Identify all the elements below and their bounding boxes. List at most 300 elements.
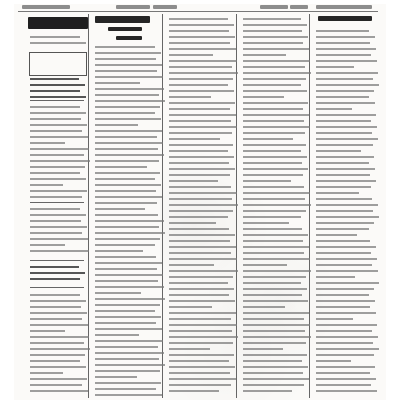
column-5-text-line [316,114,376,116]
column-1-text-line [30,390,88,392]
column-3-text-line [169,318,231,320]
column-5-text-line [316,156,374,158]
column-3-text-line [169,90,234,92]
column-3-text-line [169,390,219,392]
column-4-text-line [243,18,301,20]
column-4-text-line [243,264,287,266]
column-2-text-line [95,286,164,288]
column-2-text-line [95,304,160,306]
column-2-text-line [95,142,163,144]
column-1-text-line [30,160,90,162]
column-5-text-line [316,72,378,74]
column-3-text-line [169,342,233,344]
column-2-text-line [95,292,141,294]
column-3-text-line [169,306,212,308]
column-4-text-line [243,180,291,182]
column-4-text-line [243,36,308,38]
column-1-text-line [30,324,88,326]
column-5-text-line [316,312,376,314]
column-4-text-line [243,240,303,242]
column-2-text-line [95,184,161,186]
column-2-text-line [95,118,161,120]
column-1-text-line [30,36,80,38]
column-3-text-line [169,150,228,152]
column-4-text-line [243,114,309,116]
column-5-text-line [316,306,370,308]
column-2-text-line [95,316,161,318]
column-3-text-line [169,192,237,194]
column-3-text-line [169,282,228,284]
column-4-text-line [243,48,309,50]
column-2-text-line [95,268,157,270]
column-3-text-line [169,222,216,224]
column-3-text-line [169,234,235,236]
column-1-text-line [30,354,85,356]
column-5-text-line [316,330,372,332]
column-4-text-line [243,234,308,236]
column-4-text-line [243,378,309,380]
column-4-text-line [243,174,303,176]
column-3-text-line [169,210,233,212]
column-5-text-line [316,126,377,128]
column-4-text-line [243,348,283,350]
column-4-text-line [243,168,308,170]
column-5-text-line [316,132,372,134]
column-1-text-line [30,312,87,314]
column-3-text-line [169,36,235,38]
column-4-text-line [243,192,310,194]
column-2-text-line [95,328,162,330]
column-5-text-line [316,372,370,374]
column-2-text-line [95,160,159,162]
column-5-text-line [316,174,370,176]
column-1-text-line [30,190,87,192]
column-3-text-line [169,72,238,74]
column-4-text-line [243,384,304,386]
column-3-text-line [169,138,220,140]
column-1-text-line [30,294,80,296]
column-5-text-line [316,48,376,50]
column-1-text-line [30,226,87,228]
column-2-text-line [95,250,143,252]
column-4-text-line [243,96,284,98]
column-1-text-line [30,336,89,338]
column-4-text-line [243,342,306,344]
column-2-text-line [95,88,164,90]
column-1-text-line [30,166,85,168]
header-text-date-2 [290,5,308,9]
column-3-text-line [169,324,237,326]
column-4-text-line [243,276,306,278]
column-3-text-line [169,84,228,86]
column-2-text-line [95,232,165,234]
column-2-text-line [95,190,156,192]
column-3-text-line [169,276,233,278]
column-5-text-line [316,270,378,272]
masthead-title [28,17,88,29]
column-4-text-line [243,306,285,308]
column-5-text-line [316,120,371,122]
column-5-text-line [316,84,379,86]
column-1-text-line [30,136,88,138]
column-1-text-line [30,214,86,216]
column-2-text-line [95,364,165,366]
column-4-text-line [243,24,307,26]
column-3-text-line [169,96,211,98]
column-4-text-line [243,126,310,128]
column-4-text-line [243,372,303,374]
column-2-headline [95,16,150,23]
header-text-right [316,5,372,9]
column-4-text-line [243,312,309,314]
column-2-text-line [95,388,156,390]
column-1-text-line [30,172,80,174]
column-4-text-line [243,186,304,188]
column-4-text-line [243,216,301,218]
column-4-text-line [243,252,304,254]
column-3-text-line [169,252,231,254]
column-5-text-line [316,222,374,224]
column-5-text-line [316,210,373,212]
column-3-text-line [169,30,229,32]
column-1-text-line [30,124,87,126]
column-4-text-line [243,360,302,362]
column-2-text-line [95,52,161,54]
column-2-text-line [95,226,159,228]
column-2-text-line [95,64,162,66]
column-2-text-line [95,370,160,372]
column-2-text-line [95,340,163,342]
column-3-text-line [169,120,231,122]
column-5-text-line [316,318,353,320]
column-5-text-line [316,30,369,32]
column-2-text-line [95,214,158,216]
column-4-text-line [243,258,310,260]
column-2-text-line [95,382,161,384]
column-1-text-line [30,78,79,80]
column-5-text-line [316,108,352,110]
column-1-text-line [30,118,81,120]
column-2-text-line [95,346,158,348]
column-4-text-line [243,222,289,224]
column-3-text-line [169,330,232,332]
column-2-text-line [95,220,164,222]
column-3-text-line [169,108,230,110]
column-4-text-line [243,84,301,86]
column-5-text-line [316,228,369,230]
column-5-text-line [316,42,370,44]
column-5-text-line [316,252,371,254]
column-3-text-line [169,216,228,218]
column-5-text-line [316,138,378,140]
column-5-text-line [316,198,372,200]
column-5-text-line [316,192,359,194]
column-1-text-line [30,154,84,156]
column-2-text-line [95,202,157,204]
column-2-text-line [95,106,160,108]
column-4-text-line [243,198,305,200]
column-1-text-line [30,196,82,198]
column-1-rule-b [30,202,84,203]
column-2-text-line [95,196,162,198]
column-3-text-line [169,228,229,230]
column-1-text-line [30,250,89,252]
column-4-text-line [243,66,305,68]
column-1-rule-d [30,287,84,288]
column-divider-1 [88,14,89,398]
column-1-text-line [30,360,80,362]
column-4-text-line [243,288,307,290]
column-1-text-line [30,90,80,92]
column-2-text-line [95,154,164,156]
header-text-mid [153,5,177,9]
column-5-text-line [316,342,373,344]
column-4-text-line [243,144,306,146]
column-3-text-line [169,366,235,368]
column-4-text-line [243,150,301,152]
column-5-text-line [316,354,374,356]
column-5-text-line [316,162,369,164]
column-5-text-line [316,390,377,392]
column-5-text-line [316,150,361,152]
column-5-text-line [316,96,369,98]
column-1-text-line [30,84,85,86]
column-3-text-line [169,156,234,158]
column-4-text-line [243,204,311,206]
column-4-text-line [243,210,306,212]
column-4-text-line [243,228,302,230]
column-3-text-line [169,336,238,338]
column-2-text-line [95,358,159,360]
header-text-left [22,5,70,9]
column-4-text-line [243,72,311,74]
column-4-text-line [243,156,307,158]
column-5-text-line [316,54,371,56]
column-4-text-line [243,162,302,164]
column-2-text-line [95,148,158,150]
column-5-text-line [316,186,371,188]
column-4-text-line [243,54,286,56]
column-5-text-line [316,144,373,146]
column-5-text-line [316,36,375,38]
column-5-text-line [316,264,372,266]
column-5-text-line [316,102,375,104]
column-3-text-line [169,126,237,128]
column-4-text-line [243,90,307,92]
column-1-text-line [30,342,84,344]
column-4-text-line [243,42,303,44]
column-1-text-line [30,272,85,274]
column-1-text-line [30,112,86,114]
column-2-text-line [95,322,156,324]
column-5-text-line [316,240,370,242]
column-3-text-line [169,240,230,242]
column-3-text-line [169,48,236,50]
column-1-text-line [30,130,82,132]
column-3-text-line [169,300,235,302]
column-4-text-line [243,366,308,368]
column-1-text-line [30,106,80,108]
column-2-text-line [95,136,157,138]
column-1-text-line [30,178,86,180]
column-2-subheadline-2 [116,36,142,40]
column-5-text-line [316,168,375,170]
column-5-text-line [316,276,355,278]
column-4-text-line [243,336,311,338]
column-4-text-line [243,120,304,122]
column-4-text-line [243,30,302,32]
column-2-text-line [95,262,162,264]
column-2-text-line [95,76,163,78]
column-3-text-line [169,102,235,104]
column-2-text-line [95,100,165,102]
column-2-text-line [95,394,162,396]
column-3-text-line [169,288,234,290]
column-1-text-line [30,384,82,386]
column-3-text-line [169,270,238,272]
column-5-text-line [316,360,351,362]
column-3-text-line [169,360,229,362]
header-text-mid-left [116,5,150,9]
column-5-text-line [316,258,377,260]
column-5-text-line [316,60,377,62]
column-2-text-line [95,298,165,300]
column-4-text-line [243,102,308,104]
column-2-text-line [95,166,147,168]
column-1-text-line [30,266,79,268]
column-5-text-line [316,384,371,386]
column-4-text-line [243,390,292,392]
column-1-text-line [30,348,90,350]
column-2-text-line [95,130,162,132]
column-5-text-line [316,366,375,368]
header-text-date [260,5,288,9]
column-1-text-line [30,278,80,280]
column-2-text-line [95,280,158,282]
column-4-text-line [243,294,302,296]
column-5-text-line [316,324,377,326]
column-3-text-line [169,246,236,248]
column-2-subheadline [108,27,142,31]
column-5-text-line [316,282,379,284]
column-3-text-line [169,78,233,80]
column-5-text-line [316,378,376,380]
column-1-text-line [30,244,65,246]
column-4-text-line [243,354,307,356]
column-1-text-line [30,232,82,234]
column-2-text-line [95,46,155,48]
column-5-text-line [316,204,378,206]
column-3-text-line [169,24,234,26]
column-3-text-line [169,132,232,134]
column-3-text-line [169,66,232,68]
column-5-text-line [316,336,378,338]
column-3-text-line [169,180,218,182]
column-1-text-line [30,366,86,368]
column-2-text-line [95,58,156,60]
column-3-text-line [169,54,213,56]
column-3-text-line [169,348,210,350]
column-5-text-line [316,66,354,68]
column-3-text-line [169,60,237,62]
column-3-text-line [169,384,231,386]
column-1-text-line [30,220,81,222]
column-1-text-line [30,148,89,150]
column-2-text-line [95,334,139,336]
column-1-text-line [30,372,63,374]
column-1-text-line [30,208,80,210]
column-4-text-line [243,282,301,284]
column-2-text-line [95,256,156,258]
column-3-text-line [169,186,231,188]
column-2-text-line [95,274,163,276]
column-4-text-line [243,60,310,62]
column-1-text-line [30,142,65,144]
column-3-text-line [169,168,235,170]
column-1-text-line [30,238,88,240]
column-2-text-line [95,310,155,312]
column-2-text-line [95,82,140,84]
column-2-text-line [95,376,137,378]
column-1-text-line [30,96,86,98]
column-5-text-line [316,90,374,92]
column-3-text-line [169,18,228,20]
column-2-text-line [95,244,155,246]
column-1-text-line [30,42,86,44]
column-3-text-line [169,312,236,314]
column-4-text-line [243,330,305,332]
column-5-text-line [316,246,376,248]
column-4-text-line [243,246,309,248]
column-1-rule-a [30,100,84,101]
column-3-text-line [169,162,229,164]
column-2-text-line [95,208,145,210]
column-1-text-line [30,378,87,380]
column-3-text-line [169,174,230,176]
column-5-text-line [316,300,375,302]
column-4-text-line [243,132,305,134]
column-4-text-line [243,138,293,140]
column-1-text-line [30,184,63,186]
column-5-headline [318,16,372,21]
column-4-text-line [243,300,308,302]
column-2-text-line [95,124,138,126]
column-2-text-line [95,238,160,240]
column-3-text-line [169,114,236,116]
column-3-text-line [169,294,229,296]
column-5-text-line [316,294,369,296]
column-3-text-line [169,354,234,356]
column-1-text-line [30,300,86,302]
column-4-text-line [243,324,310,326]
column-3-text-line [169,204,238,206]
masthead-box [29,52,87,76]
column-2-text-line [95,178,155,180]
column-2-text-line [95,172,160,174]
column-2-text-line [95,70,157,72]
column-4-text-line [243,78,306,80]
column-4-text-line [243,108,303,110]
column-5-text-line [316,216,379,218]
column-1-text-line [30,318,82,320]
column-3-text-line [169,378,236,380]
column-4-text-line [243,318,304,320]
column-3-text-line [169,264,214,266]
column-5-text-line [316,78,373,80]
column-1-text-line [30,306,81,308]
column-1-text-line [30,330,65,332]
column-5-text-line [316,348,379,350]
